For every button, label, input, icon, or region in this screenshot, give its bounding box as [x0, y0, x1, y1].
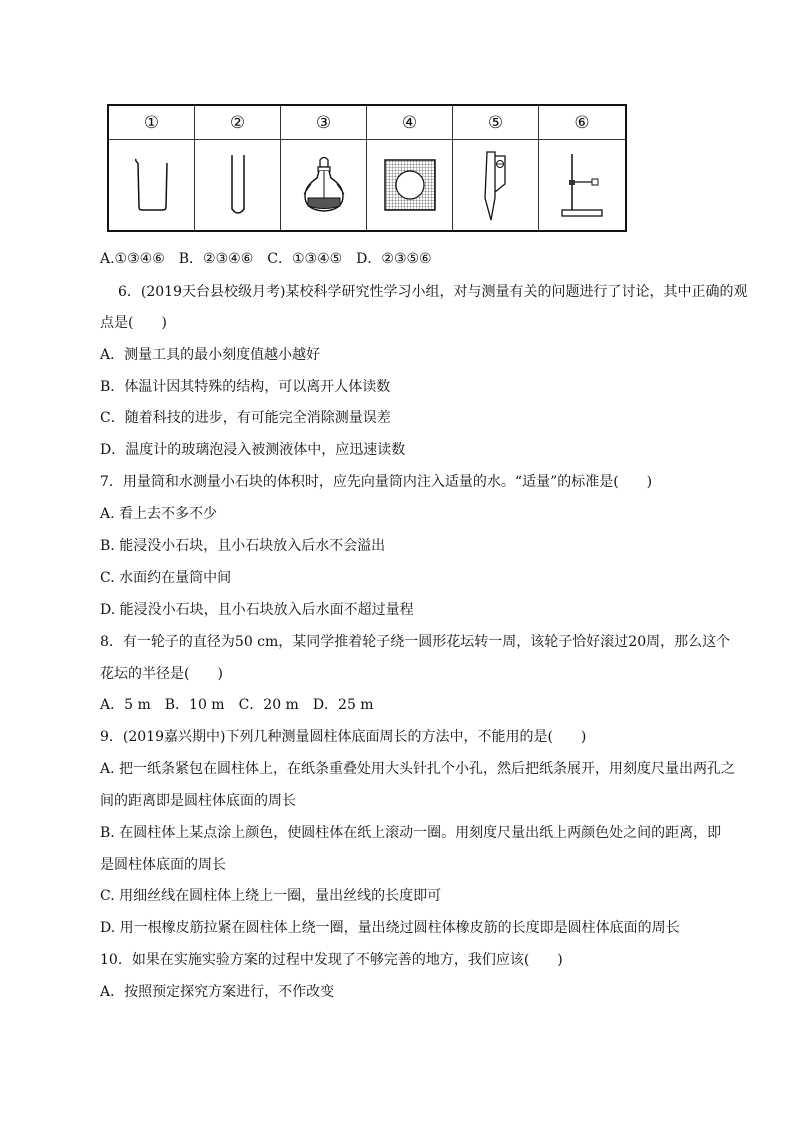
header-number: ④ — [401, 112, 418, 133]
q9-option-a-cont: 间的距离即是圆柱体底面的周长 — [100, 793, 296, 809]
q9-option-b-cont: 是圆柱体底面的周长 — [100, 857, 226, 873]
q6-option-c: C．随着科技的进步，有可能完全消除测量误差 — [100, 410, 391, 426]
table-header-cell — [453, 106, 539, 140]
q7-option-a: A. 看上去不多不少 — [100, 506, 218, 522]
header-number: ① — [143, 112, 160, 133]
question-9-stem: 9．(2019嘉兴期中)下列几种测量圆柱体底面周长的方法中，不能用的是( ) — [100, 729, 587, 745]
alcohol-lamp-icon — [301, 154, 347, 216]
q7-option-b: B. 能浸没小石块，且小石块放入后水不会溢出 — [100, 538, 386, 554]
test-tube-clamp-icon — [481, 148, 511, 222]
table-image-cell — [109, 140, 195, 230]
q7-option-d: D. 能浸没小石块，且小石块放入后水面不超过量程 — [100, 602, 414, 618]
q9-option-d: D. 用一根橡皮筋拉紧在圆柱体上绕一圈，量出绕过圆柱体橡皮筋的长度即是圆柱体底面的周长 — [100, 920, 680, 936]
header-number: ② — [229, 112, 246, 133]
table-header-cell — [281, 106, 367, 140]
q9-option-b: B. 在圆柱体上某点涂上颜色，使圆柱体在纸上滚动一圈。用刻度尺量出纸上两颜色处之间的距离，即 — [100, 825, 722, 841]
iron-stand-icon — [558, 150, 606, 220]
beaker-icon — [132, 157, 172, 213]
question-6-stem-cont: 点是( ) — [100, 315, 167, 331]
q9-option-c: C. 用细丝线在圆柱体上绕上一圈，量出丝线的长度即可 — [100, 888, 442, 904]
header-number: ⑥ — [574, 112, 590, 133]
q6-option-b: B．体温计因其特殊的结构，可以离开人体读数 — [100, 379, 391, 395]
table-image-cell — [281, 140, 367, 230]
q7-option-c: C. 水面约在量筒中间 — [100, 570, 232, 586]
header-number: ⑤ — [487, 112, 504, 133]
table-header-cell — [195, 106, 281, 140]
table-image-cell — [539, 140, 625, 230]
q6-option-d: D．温度计的玻璃泡浸入被测液体中，应迅速读数 — [100, 442, 406, 458]
question-10-stem: 10．如果在实施实验方案的过程中发现了不够完善的地方，我们应该( ) — [100, 952, 563, 968]
q9-option-a: A. 把一纸条紧包在圆柱体上，在纸条重叠处用大头针扎个小孔，然后把纸条展开，用刻度尺量出两孔之 — [100, 761, 736, 777]
apparatus-table — [107, 104, 627, 232]
answer-options-q5: A.①③④⑥ B．②③④⑥ C．①③④⑤ D．②③⑤⑥ — [100, 251, 432, 267]
table-image-cell — [195, 140, 281, 230]
table-header-cell — [539, 106, 625, 140]
table-image-cell — [367, 140, 453, 230]
question-7-stem: 7．用量筒和水测量小石块的体积时，应先向量筒内注入适量的水。“适量”的标准是( ) — [100, 474, 653, 490]
header-number: ③ — [315, 112, 332, 133]
table-header-cell — [367, 106, 453, 140]
question-8-stem-cont: 花坛的半径是( ) — [100, 666, 223, 682]
q8-options: A．5 m B．10 m C．20 m D．25 m — [100, 697, 374, 713]
question-8-stem: 8．有一轮子的直径为50 cm，某同学推着轮子绕一圆形花坛转一周，该轮子恰好滚过20周，那么这个 — [100, 634, 731, 650]
test-tube-icon — [228, 153, 248, 217]
q6-option-a: A．测量工具的最小刻度值越小越好 — [100, 347, 321, 363]
question-6-stem: 6．(2019天台县校级月考)某校科学研究性学习小组，对与测量有关的问题进行了讨论，其中正确的观 — [118, 284, 748, 300]
table-image-cell — [453, 140, 539, 230]
table-header-cell — [109, 106, 195, 140]
wire-gauze-icon — [383, 158, 437, 212]
q10-option-a: A．按照预定探究方案进行，不作改变 — [100, 984, 335, 1000]
